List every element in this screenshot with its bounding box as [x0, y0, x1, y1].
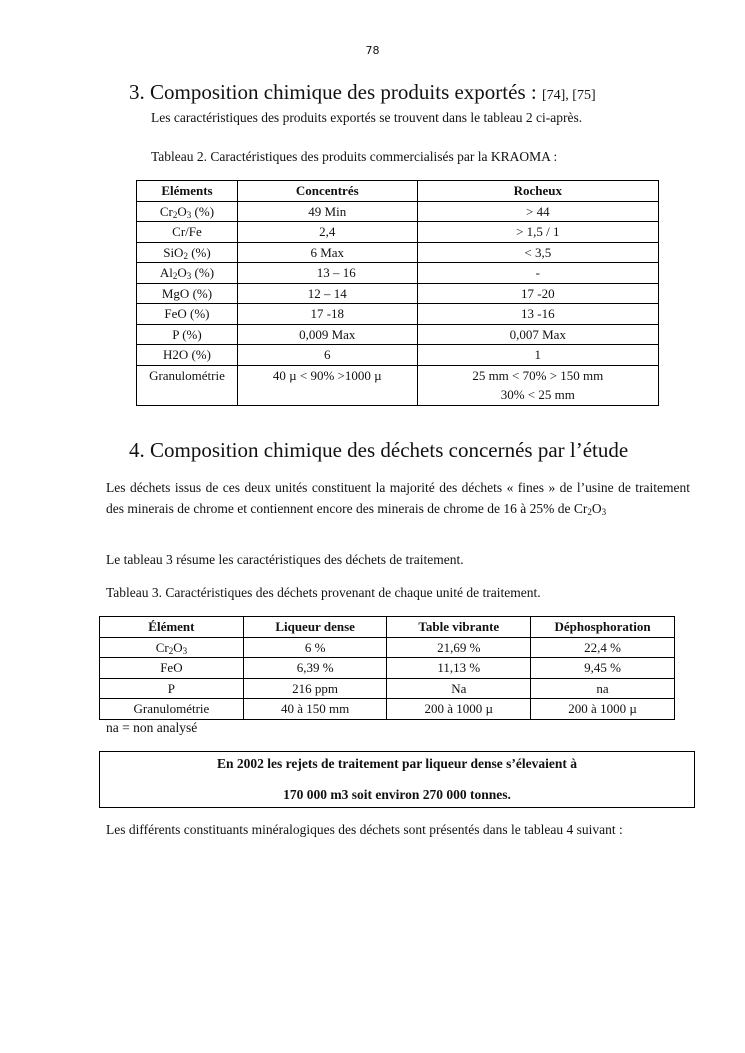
- table-cell: P: [100, 678, 244, 699]
- table-cell: 216 ppm: [243, 678, 387, 699]
- table-cell: 21,69 %: [387, 637, 531, 658]
- table-3-header: Liqueur dense: [243, 617, 387, 638]
- table-cell: 0,007 Max: [417, 324, 658, 345]
- table-cell: 0,009 Max: [237, 324, 417, 345]
- table-cell: H2O (%): [137, 345, 238, 366]
- table-cell: 40 µ < 90% >1000 µ: [237, 365, 417, 405]
- table-row: [137, 222, 659, 243]
- table-3-header: Table vibrante: [387, 617, 531, 638]
- table-cell: 17 -18: [237, 304, 417, 325]
- table-cell: 9,45 %: [531, 658, 675, 679]
- section-3-heading: [129, 79, 596, 109]
- table-cell: > 44: [417, 201, 658, 222]
- table-row: [137, 263, 659, 284]
- table-row: [100, 678, 675, 699]
- section-3-title: 3. Composition chimique des produits exportés :: [129, 80, 542, 104]
- table-cell: SiO$_2$ (%): [137, 242, 238, 263]
- table-row: [137, 304, 659, 325]
- granulometry-line-2: 30% < 25 mm: [500, 386, 575, 402]
- table-cell: 6 Max: [237, 242, 417, 263]
- table-row: [137, 283, 659, 304]
- highlight-line-1: En 2002 les rejets de traitement par liqueur dense s’élevaient à: [217, 756, 577, 771]
- table-cell: $Cr_2O_3$: [100, 637, 244, 658]
- table-2-header: Rocheux: [417, 181, 658, 202]
- table-row: [100, 658, 675, 679]
- table-3-intro: Le tableau 3 résume les caractéristiques des déchets de traitement.: [106, 552, 464, 567]
- table-row: [100, 637, 675, 658]
- table-cell: 40 à 150 mm: [243, 699, 387, 720]
- table-cell: 1: [417, 345, 658, 366]
- table-2-header: Eléments: [137, 181, 238, 202]
- closing-paragraph: Les différents constituants minéralogiques des déchets sont présentés dans le tableau 4 suivant :: [106, 822, 623, 837]
- highlight-line-2: 170 000 m3 soit environ 270 000 tonnes.: [283, 787, 511, 802]
- section-3-refs: [74], [75]: [541, 88, 596, 103]
- table-cell: 6: [237, 345, 417, 366]
- table-row: [137, 201, 659, 222]
- table-3-header: Déphosphoration: [531, 617, 675, 638]
- table-cell: 200 à 1000 µ: [531, 699, 675, 720]
- table-cell: 13 – 16: [237, 263, 417, 284]
- table-row: [137, 324, 659, 345]
- table-3-note: na = non analysé: [106, 720, 198, 735]
- table-cell: 6 %: [243, 637, 387, 658]
- table-cell: $Cr_2O_3$ (%): [137, 201, 238, 222]
- table-2-header: Concentrés: [237, 181, 417, 202]
- table-cell: 12 – 14: [237, 283, 417, 304]
- table-cell: [417, 365, 658, 405]
- table-cell: FeO: [100, 658, 244, 679]
- table-cell: na: [531, 678, 675, 699]
- table-cell: P (%): [137, 324, 238, 345]
- table-row: [137, 365, 659, 405]
- table-cell: $Al_2O_3$ (%): [137, 263, 238, 284]
- table-cell: 49 Min: [237, 201, 417, 222]
- table-cell: 200 à 1000 µ: [387, 699, 531, 720]
- table-cell: FeO (%): [137, 304, 238, 325]
- table-3-caption: Tableau 3. Caractéristiques des déchets provenant de chaque unité de traitement.: [106, 585, 541, 600]
- table-2: [136, 180, 659, 406]
- page-number: 78: [365, 44, 380, 57]
- table-3-header: Élément: [100, 617, 244, 638]
- table-cell: -: [417, 263, 658, 284]
- table-cell: 6,39 %: [243, 658, 387, 679]
- table-cell: > 1,5 / 1: [417, 222, 658, 243]
- section-4-title: 4. Composition chimique des déchets concernés par l’étude: [129, 438, 629, 462]
- section-4-paragraph: Les déchets issus de ces deux unités constituent la majorité des déchets « fines » de l’usine de traitement des minerais de chrome et contiennent encore des minerais de chrome de 16 à 25% de $Cr_2O_3$: [106, 480, 690, 517]
- table-cell: Granulométrie: [100, 699, 244, 720]
- table-3: [99, 616, 675, 720]
- cr2o3-formula: $Cr_2O_3$: [573, 500, 607, 517]
- table-row: [100, 699, 675, 720]
- table-3-header-row: [100, 617, 675, 638]
- table-cell: Cr/Fe: [137, 222, 238, 243]
- table-2-caption: Tableau 2. Caractéristiques des produits commercialisés par la KRAOMA :: [151, 149, 558, 164]
- section-3-intro: Les caractéristiques des produits exportés se trouvent dans le tableau 2 ci-après.: [151, 110, 583, 125]
- table-cell: 11,13 %: [387, 658, 531, 679]
- table-cell: 13 -16: [417, 304, 658, 325]
- table-2-header-row: [137, 181, 659, 202]
- table-cell: Na: [387, 678, 531, 699]
- table-cell: Granulométrie: [137, 365, 238, 405]
- table-cell: 2,4: [237, 222, 417, 243]
- granulometry-line-1: 25 mm < 70% > 150 mm: [472, 367, 604, 383]
- highlight-box: [99, 751, 695, 808]
- table-cell: MgO (%): [137, 283, 238, 304]
- table-cell: 22,4 %: [531, 637, 675, 658]
- table-row: [137, 345, 659, 366]
- table-row: [137, 242, 659, 263]
- table-cell: 17 -20: [417, 283, 658, 304]
- table-cell: < 3,5: [417, 242, 658, 263]
